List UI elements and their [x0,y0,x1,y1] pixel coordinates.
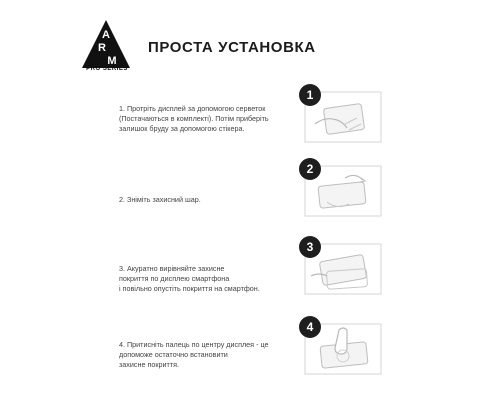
step-1-text: 1. Протріть дисплей за допомогою серветок (Постачаються в комплекті). Потім приберіть залишок бруду за допомогою стікера. [119,104,269,133]
step-2-number: 2 [299,158,321,180]
page-title: ПРОСТА УСТАНОВКА [148,39,316,56]
step-4-number: 4 [299,316,321,338]
step-3-number: 3 [299,236,321,258]
step-1-number: 1 [299,84,321,106]
step-4-illustration [297,316,383,378]
step-1-illustration [297,84,383,146]
step-3-text: 3. Акуратно вирівняйте захисне покриття по дисплею смартфона і повільно опустіть покриття на смартфон. [119,264,260,293]
step-2-illustration [297,158,383,220]
logo-series-caption: PRO SERIES [86,66,128,72]
step-3-illustration [297,236,383,298]
logo-letter-r: R [98,42,106,54]
logo-letter-m: M [107,55,117,67]
logo-letter-a: A [102,29,110,41]
step-4-text: 4. Притисніть палець по центру дисплея - це допоможе остаточно встановити захисне покриття. [119,340,269,369]
step-2-text: 2. Зніміть захисний шар. [119,195,201,204]
